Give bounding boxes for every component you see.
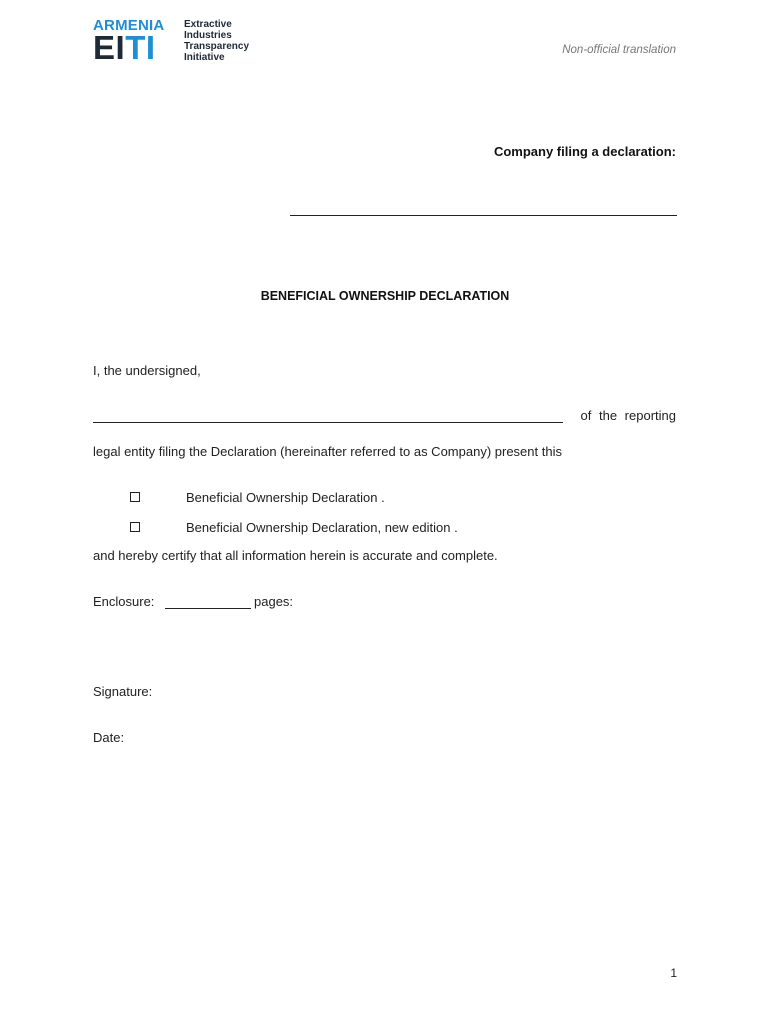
company-filing-label: Company filing a declaration: bbox=[493, 144, 676, 159]
logo-eiti-text: EITI bbox=[93, 29, 156, 66]
enclosure-pages-blank-line[interactable] bbox=[165, 608, 251, 609]
signature-label: Signature: bbox=[93, 684, 153, 699]
company-name-blank-line[interactable] bbox=[290, 215, 677, 216]
of-reporting-text: of the reporting bbox=[580, 408, 676, 423]
document-title: BENEFICIAL OWNERSHIP DECLARATION bbox=[260, 289, 510, 303]
enclosure-label: Enclosure: bbox=[93, 594, 155, 609]
page-number: 1 bbox=[670, 966, 677, 980]
logo-armenia-text: ARMENIA bbox=[93, 17, 165, 34]
option-new-edition-label: Beneficial Ownership Declaration, new edition . bbox=[186, 520, 458, 535]
pages-label: pages: bbox=[254, 594, 294, 609]
armenia-eiti-logo bbox=[93, 18, 263, 64]
checkbox-new-edition[interactable] bbox=[130, 522, 140, 532]
legal-entity-text: legal entity filing the Declaration (hereinafter referred to as Company) present this bbox=[93, 444, 562, 459]
undersigned-text: I, the undersigned, bbox=[93, 363, 201, 378]
logo-tagline: Extractive Industries Transparency Initiative bbox=[184, 19, 250, 63]
date-label: Date: bbox=[93, 730, 125, 745]
declarant-name-blank-line[interactable] bbox=[93, 422, 563, 423]
certify-text: and hereby certify that all information herein is accurate and complete. bbox=[93, 548, 498, 563]
checkbox-declaration[interactable] bbox=[130, 492, 140, 502]
option-declaration-label: Beneficial Ownership Declaration . bbox=[186, 490, 385, 505]
non-official-translation-note: Non-official translation bbox=[562, 44, 676, 56]
